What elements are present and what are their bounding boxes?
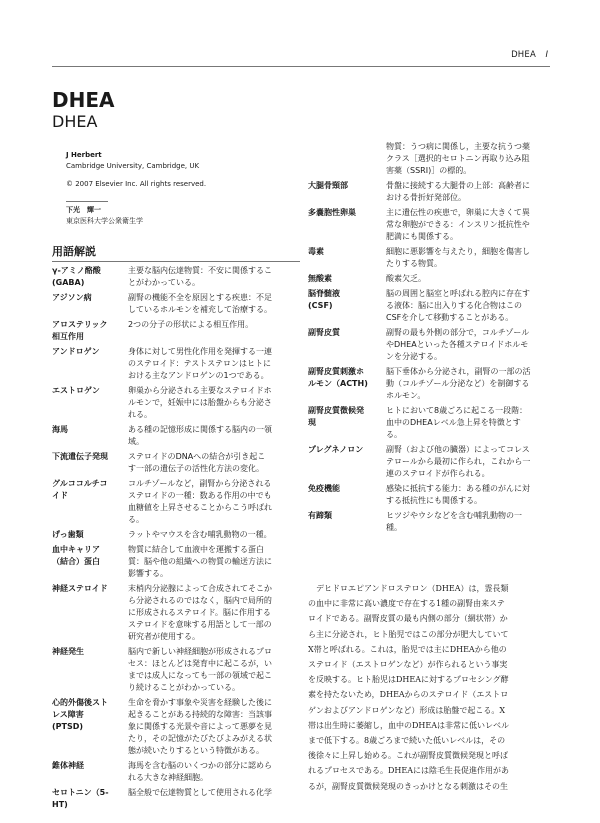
- glossary-definition-line: 物質に結合して血液中を運搬する蛋白: [128, 545, 264, 554]
- glossary-term: [308, 327, 340, 339]
- glossary-definition-line: 細胞に悪影響を与えたり，細胞を傷害し: [386, 247, 530, 256]
- glossary-definition-line: 起きることがある持続的な障害：当該事: [128, 710, 272, 719]
- glossary-definition-line: のステロイド：テストステロンはヒトに: [128, 359, 272, 368]
- glossary-term-line: 多嚢胞性卵巣: [308, 208, 356, 217]
- glossary-term-line: （結合）蛋白: [52, 557, 100, 566]
- glossary-definition-line: 連のステロイドが作られる。: [386, 469, 490, 478]
- glossary-term: [52, 451, 108, 463]
- glossary-definition-line: 域。: [128, 437, 144, 446]
- glossary-definition-line: ンを分泌する。: [386, 352, 442, 361]
- glossary-definition-line: 種。: [386, 523, 402, 532]
- glossary-definition-line: する抵抗性にも関係する。: [386, 496, 482, 505]
- author-block: [66, 150, 206, 190]
- glossary-term-line: 海馬: [52, 425, 68, 434]
- glossary-definition-line: とがわかっている。: [128, 278, 200, 287]
- glossary-term: [308, 366, 368, 390]
- glossary-term-line: 副腎皮質: [308, 328, 340, 337]
- author-affiliation: Cambridge University, Cambridge, UK: [66, 161, 200, 170]
- glossary-term-line: 副腎皮質刺激ホ: [308, 367, 364, 376]
- glossary-term-line: 免疫機能: [308, 484, 340, 493]
- glossary-definition-line: 血糖値を上昇させることからこう呼ばれ: [128, 503, 272, 512]
- glossary-definition: [386, 273, 426, 285]
- glossary-definition-line: 生命を脅かす事象や災害を経験した後に: [128, 698, 272, 707]
- article-title-en: DHEA: [52, 88, 115, 112]
- glossary-definition: [128, 544, 272, 580]
- glossary-definition-line: 象に関係する光景や音によって悪夢を見: [128, 722, 272, 731]
- glossary-definition-line: しているホルモンを補充して治療する。: [128, 305, 272, 314]
- glossary-definition: [386, 366, 530, 402]
- glossary-definition-line: 主要な脳内伝達物質：不安に関係するこ: [128, 266, 272, 275]
- body-text: [308, 581, 509, 794]
- glossary-term-line: セロトニン（5-: [52, 788, 109, 797]
- glossary-definition-line: 脳内で新しい神経細胞が形成されるプロ: [128, 647, 272, 656]
- glossary-term-line: HT): [52, 800, 68, 809]
- glossary-term-line: アジソン病: [52, 293, 92, 302]
- glossary-term-line: 有蹄類: [308, 511, 332, 520]
- glossary-definition-line: たり，その記憶がたびたびよみがえる状: [128, 734, 272, 743]
- glossary-term-line: アンドロゲン: [52, 347, 100, 356]
- header-rule: [52, 66, 550, 67]
- glossary-term-line: 心的外傷後スト: [52, 698, 108, 707]
- glossary-definition-line: 態が続いたりするという特徴がある。: [128, 746, 264, 755]
- glossary-definition-line: れる。: [128, 410, 152, 419]
- glossary-definition-line: 影響する。: [128, 569, 168, 578]
- glossary-definition-line: 肥満にも関係する。: [386, 232, 458, 241]
- glossary-definition: [128, 787, 272, 799]
- body-line: ステロイド（エストロゲンなど）が作られるという事実: [308, 660, 508, 670]
- glossary-term-line: 神経発生: [52, 647, 84, 656]
- glossary-definition-line: 酸素欠乏。: [386, 274, 426, 283]
- glossary-definition-line: 骨盤に接続する大腿骨の上部：高齢者に: [386, 181, 530, 190]
- glossary-definition-line: 血中のDHEAレベル急上昇を特徴とす: [386, 418, 521, 427]
- body-line: の血中に非常に高い濃度で存在する1種の副腎由来ステ: [308, 599, 505, 609]
- glossary-term: [52, 544, 100, 568]
- glossary-term-line: 脳脊髄液: [308, 289, 340, 298]
- glossary-term-line: (GABA): [52, 278, 85, 287]
- glossary-term: [308, 483, 340, 495]
- glossary-definition: [386, 288, 530, 324]
- glossary-definition-line: 身体に対して男性化作用を発揮する一連: [128, 347, 272, 356]
- running-head-section: DHEA: [511, 50, 536, 60]
- glossary-definition: [128, 385, 272, 421]
- glossary-term: [308, 444, 363, 456]
- body-line: るが，副腎皮質徴候発現のきっかけとなる刺激はその生: [308, 781, 508, 791]
- body-line: 素を持たないため，DHEAからのステロイド（エストロ: [308, 690, 509, 700]
- glossary-definition-line: 副腎（および他の臓器）によってコレス: [386, 445, 530, 454]
- glossary-definition-line: に形成されるステロイド。脳に作用する: [128, 608, 271, 617]
- glossary-term-line: ルモン（ACTH): [308, 379, 368, 388]
- glossary-term: [52, 385, 100, 397]
- glossary-term-line: プレグネノロン: [308, 445, 364, 454]
- glossary-definition-line: 質：脳や他の組織への物質の輸送方法に: [128, 557, 272, 566]
- glossary-term-line: 錐体神経: [52, 761, 84, 770]
- glossary-definition-line: 副腎の機能不全を原因とする疾患：不足: [128, 293, 272, 302]
- glossary-definition: [386, 444, 530, 480]
- translator-affiliation: 東京医科大学公衆衛生学: [66, 216, 143, 225]
- glossary-definition-line: たりする物質。: [386, 259, 442, 268]
- glossary-term-line: 無酸素: [308, 274, 332, 283]
- glossary-definition-line: テロールから最初に作られ，これから一: [386, 457, 531, 466]
- glossary-definition: [386, 483, 530, 507]
- glossary-definition: [128, 424, 272, 448]
- glossary-term-line: イド: [52, 491, 68, 500]
- glossary-term-line: アロステリック: [52, 320, 108, 329]
- glossary-term-line: 下流遺伝子発現: [52, 452, 108, 461]
- glossary-definition: [128, 760, 272, 784]
- body-line: 帯は出生時に萎縮し，血中のDHEAは非常に低いレベル: [308, 720, 510, 730]
- glossary-definition: [386, 327, 529, 363]
- glossary-term: [52, 760, 84, 772]
- glossary-definition-line: 研究者が使用する。: [128, 632, 200, 641]
- glossary-definition-line: までは成人になっても一部の領域で起こ: [128, 671, 272, 680]
- glossary-definition-line: 末梢内分泌腺によって合成されてそこか: [128, 584, 272, 593]
- glossary-definition: [386, 207, 530, 243]
- glossary-definition-line: ら分泌されるのではなく，脳内で局所的: [128, 596, 272, 605]
- glossary-definition-line: ステロイドのDNAへの結合が引き起こ: [128, 452, 266, 461]
- glossary-term: [308, 246, 324, 258]
- author-name: J Herbert: [66, 151, 102, 159]
- translator-block: [66, 205, 143, 226]
- glossary-term-line: (PTSD): [52, 722, 84, 731]
- glossary-definition-line: れる大きな神経細胞。: [128, 773, 208, 782]
- glossary-term-line: γ-アミノ酪酸: [52, 266, 101, 275]
- body-line: デヒドロエピアンドロステロン（DHEA）は，霊長類: [308, 584, 509, 593]
- glossary-definition: [386, 510, 522, 534]
- glossary-term-line: 現: [308, 418, 316, 427]
- glossary-definition-line: り続けることがわかっている。: [128, 683, 240, 692]
- glossary-term: [52, 787, 109, 811]
- glossary-definition: [128, 346, 272, 382]
- glossary-definition-line: ヒトにおいて8歳ごろに起こる一段階：: [386, 406, 528, 415]
- glossary-term-line: グルココルチコ: [52, 479, 108, 488]
- glossary-definition-line: 害薬（SSRI)］の標的。: [386, 166, 472, 175]
- glossary-definition-line: おける骨折好発部位。: [386, 193, 466, 202]
- glossary-term-line: 血中キャリア: [52, 545, 100, 554]
- glossary-definition-line: やDHEAといった各種ステロイドホルモ: [386, 340, 529, 349]
- glossary-definition: [386, 180, 530, 204]
- glossary-term-line: げっ歯類: [52, 530, 84, 539]
- glossary-definition: [128, 646, 272, 694]
- glossary-definition-line: る液体：脳に出入りする化合物はこの: [386, 301, 522, 310]
- body-line: ゲンおよびアンドロゲンなど）形成は胎盤で起こる。X: [308, 705, 506, 715]
- glossary-term: [52, 265, 101, 289]
- glossary-definition-line: す一部の遺伝子の活性化方法の変化。: [128, 464, 264, 473]
- body-line: ロイドである。副腎皮質の最も内側の部分（網状帯）か: [308, 614, 508, 624]
- glossary-term: [52, 346, 100, 358]
- glossary-definition-line: ラットやマウスを含む哺乳動物の一種。: [128, 530, 272, 539]
- glossary-term: [308, 207, 356, 219]
- copyright-line: © 2007 Elsevier Inc. All rights reserved.: [66, 180, 207, 188]
- glossary-term: [52, 646, 84, 658]
- glossary-term: [52, 583, 108, 595]
- glossary-definition-line: る。: [128, 515, 144, 524]
- glossary-term-line: 大腿骨頸部: [308, 181, 348, 190]
- glossary-definition-line: 主に遺伝性の疾患で，卵巣に大きくて異: [386, 208, 530, 217]
- glossary-term: [52, 292, 92, 304]
- glossary-term: [52, 529, 84, 541]
- glossary-definition-line: ステロイドを意味する用語として一部の: [128, 620, 272, 629]
- glossary-term-line: エストロゲン: [52, 386, 100, 395]
- glossary-definition-line: 2つの分子の形状による相互作用。: [128, 320, 254, 329]
- glossary-definition-line: 卵巣から分泌される主要なステロイドホ: [128, 386, 272, 395]
- glossary-definition: [128, 583, 272, 643]
- glossary-definition-line: セス：ほとんどは発育中に起こるが，い: [128, 659, 272, 668]
- glossary-definition-line: 常な卵胞ができる：インスリン抵抗性や: [386, 220, 530, 229]
- body-line: れるプロセスである。DHEAには陰毛生長促進作用があ: [308, 766, 510, 776]
- body-line: まで低下する。8歳ごろまで続いた低いレベルは，その: [308, 736, 506, 746]
- glossary-term: [308, 510, 332, 522]
- body-line: を反映する。ヒト胎児はDHEAに対するプロセシング酵: [308, 675, 509, 685]
- glossary-definition-line: 脳全般で伝達物質として使用される化学: [128, 788, 272, 797]
- glossary-term-line: 副腎皮質徴候発: [308, 406, 364, 415]
- body-line: 後徐々に上昇し始める。これが副腎皮質徴候発現と呼ば: [308, 751, 508, 761]
- glossary-term-line: 相互作用: [52, 332, 84, 341]
- glossary-term: [52, 478, 107, 502]
- glossary-definition: [128, 451, 265, 475]
- glossary-definition: [128, 697, 272, 757]
- glossary-term: [52, 697, 108, 733]
- glossary-definition-line: 脳の周囲と脳室と呼ばれる腔内に存在す: [386, 289, 530, 298]
- glossary-definition-line: 感染に抵抗する能力：ある種のがんに対: [386, 484, 530, 493]
- glossary-definition: [128, 529, 272, 541]
- glossary-definition: [386, 405, 527, 441]
- glossary-definition-line: ある種の記憶形成に関係する脳内の一領: [128, 425, 272, 434]
- glossary-definition-line: クラス［選択的セロトニン再取り込み阻: [386, 154, 530, 163]
- glossary-definition: [128, 478, 272, 526]
- glossary-definition: [386, 246, 530, 270]
- glossary-term-line: レス障害: [52, 710, 84, 719]
- glossary-definition-line: 動（コルチゾール分泌など）を制御する: [386, 379, 530, 388]
- glossary-term-line: (CSF): [308, 301, 333, 310]
- glossary-definition-line: ヒツジやウシなどを含む哺乳動物の一: [386, 511, 522, 520]
- glossary-heading: 用語解説: [52, 245, 96, 258]
- glossary-term: [52, 424, 68, 436]
- article-title-ja: DHEA: [52, 112, 98, 131]
- glossary-definition: [128, 319, 253, 331]
- glossary-definition-line: CSFを介して移動することがある。: [386, 313, 514, 322]
- glossary-term: [52, 319, 108, 343]
- body-line: X帯と呼ばれる。これは，胎児では主にDHEAから他の: [308, 644, 507, 654]
- glossary-term-line: 神経ステロイド: [52, 584, 108, 593]
- running-head: [0, 50, 600, 62]
- glossary-definition-line: ステロイドの一種：数ある作用の中でも: [128, 491, 272, 500]
- glossary-term: [308, 288, 340, 312]
- glossary-definition-line: 海馬を含む脳のいくつかの部分に認めら: [128, 761, 272, 770]
- glossary-term: [308, 180, 348, 192]
- glossary-definition-line: 脳下垂体から分泌され，副腎の一部の活: [386, 367, 531, 376]
- glossary-rule: [52, 261, 300, 262]
- glossary-definition-line: おける主なアンドロゲンの1つである。: [128, 371, 269, 380]
- glossary-definition-line: ルモンで，妊娠中には胎盤からも分泌さ: [128, 398, 272, 407]
- author-rule: [66, 201, 108, 202]
- glossary-term-line: 毒素: [308, 247, 324, 256]
- glossary-term: [308, 273, 332, 285]
- glossary-definition: [386, 141, 530, 177]
- glossary-term: [308, 405, 364, 429]
- glossary-definition-line: コルチゾールなど，副腎から分泌される: [128, 479, 272, 488]
- glossary-definition-line: 副腎の最も外側の部分で，コルチゾール: [386, 328, 530, 337]
- glossary-definition-line: る。: [386, 430, 402, 439]
- glossary-definition: [128, 292, 272, 316]
- glossary-definition-line: ホルモン。: [386, 391, 426, 400]
- running-head-page: I: [545, 50, 548, 60]
- glossary-definition: [128, 265, 272, 289]
- body-line: ら主に分泌され，ヒト胎児ではこの部分が肥大していて: [308, 629, 509, 639]
- glossary-definition-line: 物質：うつ病に関係し，主要な抗うつ薬: [386, 142, 530, 151]
- translator-name: 下光 輝一: [66, 206, 101, 214]
